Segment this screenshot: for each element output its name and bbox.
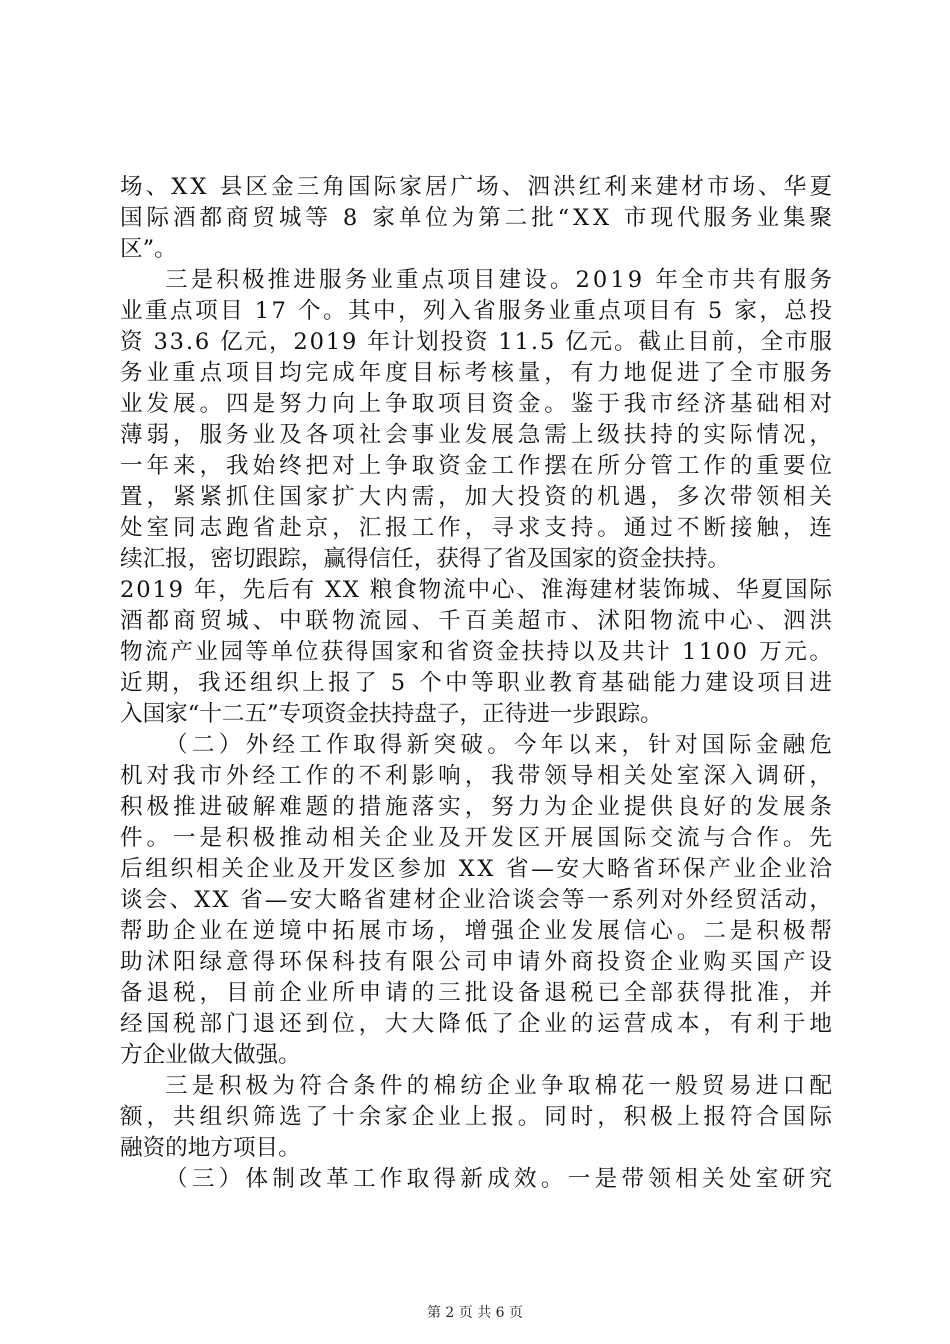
text-line: 三是积极推进服务业重点项目建设。2019 年全市共有服务 [165,267,836,293]
text-line: 经国税部门退还到位，大大降低了企业的运营成本，有利于地 [120,1011,836,1037]
text-line: 入国家“十二五”专项资金扶持盘子，正待进一步跟踪。 [120,701,663,727]
text-line: 后组织相关企业及开发区参加 XX 省—安大略省环保产业企业洽 [120,856,835,882]
text-line: 备退税，目前企业所申请的三批设备退税已全部获得批准，并 [120,980,836,1006]
text-line: 区”。 [120,236,177,262]
text-line: 续汇报，密切跟踪，赢得信任，获得了省及国家的资金扶持。 [120,546,731,572]
text-line: 国际酒都商贸城等 8 家单位为第二批“XX 市现代服务业集聚 [120,205,836,231]
text-line: 酒都商贸城、中联物流园、千百美超市、沭阳物流中心、泗洪 [120,608,836,634]
text-line: 2019 年，先后有 XX 粮食物流中心、淮海建材装饰城、华夏国际 [120,577,834,603]
text-line: 业重点项目 17 个。其中，列入省服务业重点项目有 5 家，总投 [120,298,835,324]
text-line: 近期，我还组织上报了 5 个中等职业教育基础能力建设项目进 [120,670,836,696]
text-line: （二）外经工作取得新突破。今年以来，针对国际金融危 [165,732,837,758]
text-line: （三）体制改革工作取得新成效。一是带领相关处室研究 [165,1166,837,1192]
text-line: 置，紧紧抓住国家扩大内需，加大投资的机遇，多次带领相关 [120,484,836,510]
text-line: 薄弱，服务业及各项社会事业发展急需上级扶持的实际情况， [120,422,836,448]
text-line: 资 33.6 亿元，2019 年计划投资 11.5 亿元。截止目前，全市服 [120,329,834,355]
text-line: 积极推进破解难题的措施落实，努力为企业提供良好的发展条 [120,794,836,820]
text-line: 帮助企业在逆境中拓展市场，增强企业发展信心。二是积极帮 [120,918,836,944]
text-line: 融资的地方项目。 [120,1135,301,1161]
text-line: 件。一是积极推动相关企业及开发区开展国际交流与合作。先 [120,825,836,851]
text-line: 物流产业园等单位获得国家和省资金扶持以及共计 1100 万元。 [120,639,835,665]
document-body [120,172,840,1195]
text-line: 额，共组织筛选了十余家企业上报。同时，积极上报符合国际 [120,1104,836,1130]
text-line: 助沭阳绿意得环保科技有限公司申请外商投资企业购买国产设 [120,949,836,975]
text-line: 机对我市外经工作的不利影响，我带领导相关处室深入调研， [120,763,836,789]
text-line: 方企业做大做强。 [120,1042,301,1068]
text-line: 三是积极为符合条件的棉纺企业争取棉花一般贸易进口配 [165,1073,837,1099]
text-line: 一年来，我始终把对上争取资金工作摆在所分管工作的重要位 [120,453,836,479]
text-line: 处室同志跑省赴京，汇报工作，寻求支持。通过不断接触，连 [120,515,836,541]
text-line: 场、XX 县区金三角国际家居广场、泗洪红利来建材市场、华夏 [120,174,836,200]
text-line: 业发展。四是努力向上争取项目资金。鉴于我市经济基础相对 [120,391,836,417]
text-line: 务业重点项目均完成年度目标考核量，有力地促进了全市服务 [120,360,836,386]
page-footer: 第 2 页 共 6 页 [426,1305,524,1321]
text-line: 谈会、XX 省—安大略省建材企业洽谈会等一系列对外经贸活动， [120,887,835,913]
